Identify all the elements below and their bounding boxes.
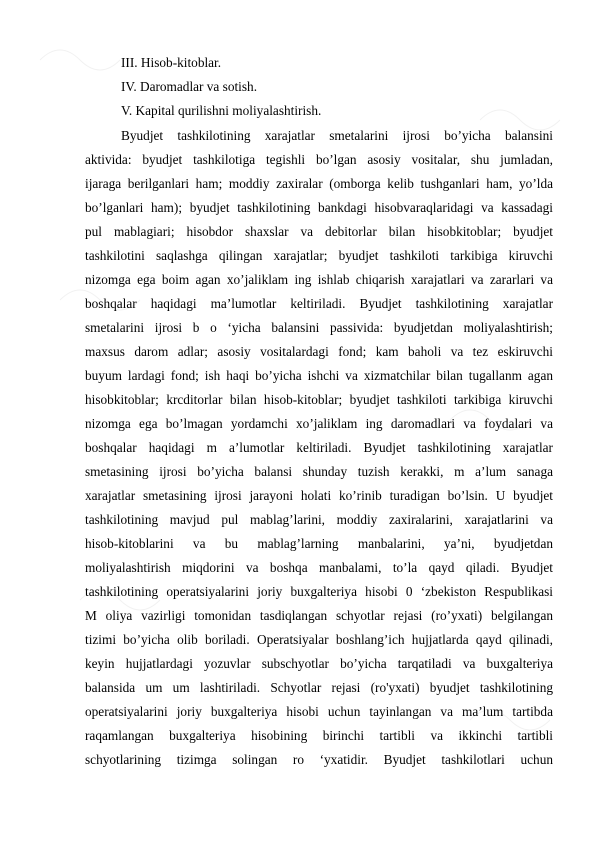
paragraph-line: buyum lardagi fond; ish haqi bo’yicha ishchi va xizmatchilar bilan tugallanm agan — [85, 368, 553, 383]
paragraph-line: boshqalar haqidagi m a’lumotlar keltiriladi. Byudjet tashkilotining xarajatlar — [85, 440, 553, 455]
paragraph-line: smetasining ijrosi bo’yicha balansi shunday tuzish kerakki, m a’lum sanaga — [85, 464, 553, 479]
paragraph-line: moliyalashtirish miqdorini va boshqa manbalami, to’la qayd qiladi. Byudjet — [85, 560, 553, 575]
paragraph-line: smetalarini ijrosi b o ‘yicha balansini passivida: byudjetdan moliyalashtirish; — [85, 320, 553, 335]
paragraph-line: maxsus darom adlar; asosiy vositalardagi fond; kam baholi va tez eskiruvchi — [85, 344, 553, 359]
list-item-4: IV. Daromadlar va sotish. — [121, 79, 258, 94]
paragraph-line: operatsiyalarini joriy buxgalteriya hisobi uchun tayinlangan va ma’lum tartibda — [85, 704, 553, 719]
paragraph-line: pul mablagiari; hisobdor shaxslar va debitorlar bilan hisobkitoblar; byudjet — [85, 224, 553, 239]
list-item-5: V. Kapital qurilishni moliyalashtirish. — [121, 103, 322, 118]
paragraph-line: nizomga ega bo’lmagan yordamchi xo’jaliklam ing daromadlari va foydalari va — [85, 416, 553, 431]
paragraph-line: tashkilotini saqlashga qilingan xarajatlar; byudjet tashkiloti tarkibiga kiruvchi — [85, 248, 553, 263]
paragraph-line: raqamlangan buxgalteriya hisobining birinchi tartibli va ikkinchi tartibli — [85, 728, 553, 743]
paragraph-line: hisobkitoblar; krcditorlar bilan hisob-kitoblar; byudjet tashkiloti tarkibiga kiruvchi — [85, 392, 553, 407]
paragraph-line: tizimi bo’yicha olib boriladi. Operatsiyalar boshlang’ich hujjatlarda qayd qilinadi, — [85, 632, 553, 647]
paragraph-line: M oliya vazirligi tomonidan tasdiqlangan schyotlar rejasi (ro’yxati) belgilangan — [85, 608, 553, 623]
paragraph-line: tashkilotining operatsiyalarini joriy buxgalteriya hisobi 0 ‘zbekiston Respublikasi — [85, 584, 553, 599]
paragraph-line: aktivida: byudjet tashkilotiga tegishli bo’lgan asosiy vositalar, shu jumladan, — [85, 152, 553, 167]
paragraph-line: ijaraga berilganlari ham; moddiy zaxiralar (omborga kelib tushganlari ham, yo’lda — [85, 176, 553, 191]
paragraph-line: schyotlarining tizimga solingan ro ‘yxatidir. Byudjet tashkilotlari uchun — [85, 752, 553, 767]
list-item-3: III. Hisob-kitoblar. — [121, 55, 222, 70]
paragraph-line: hisob-kitoblarini va bu mablag’larning manbalarini, ya’ni, byudjetdan — [85, 536, 553, 551]
paragraph-line: balansida um um lashtiriladi. Schyotlar rejasi (ro'yxati) byudjet tashkilotining — [85, 680, 553, 695]
paragraph-line: tashkilotining mavjud pul mablag’larini, moddiy zaxiralarini, xarajatlarini va — [85, 512, 553, 527]
paragraph-line: bo’lganlari ham); byudjet tashkilotining bankdagi hisobvaraqlaridagi va kassadagi — [85, 200, 553, 215]
paragraph-line: boshqalar haqidagi ma’lumotlar keltiriladi. Byudjet tashkilotining xarajatlar — [85, 296, 553, 311]
paragraph-line: keyin hujjatlardagi yozuvlar subschyotlar bo’yicha tarqatiladi va buxgalteriya — [85, 656, 553, 671]
paragraph-line: Byudjet tashkilotining xarajatlar smetalarini ijrosi bo’yicha balansini — [121, 128, 553, 143]
paragraph-line: nizomga ega boim agan xo’jaliklam ing ishlab chiqarish xarajatlari va zararlari va — [85, 272, 553, 287]
paragraph-line: xarajatlar smetasining ijrosi jarayoni holati ko’rinib turadigan bo’lsin. U byudjet — [85, 488, 553, 503]
